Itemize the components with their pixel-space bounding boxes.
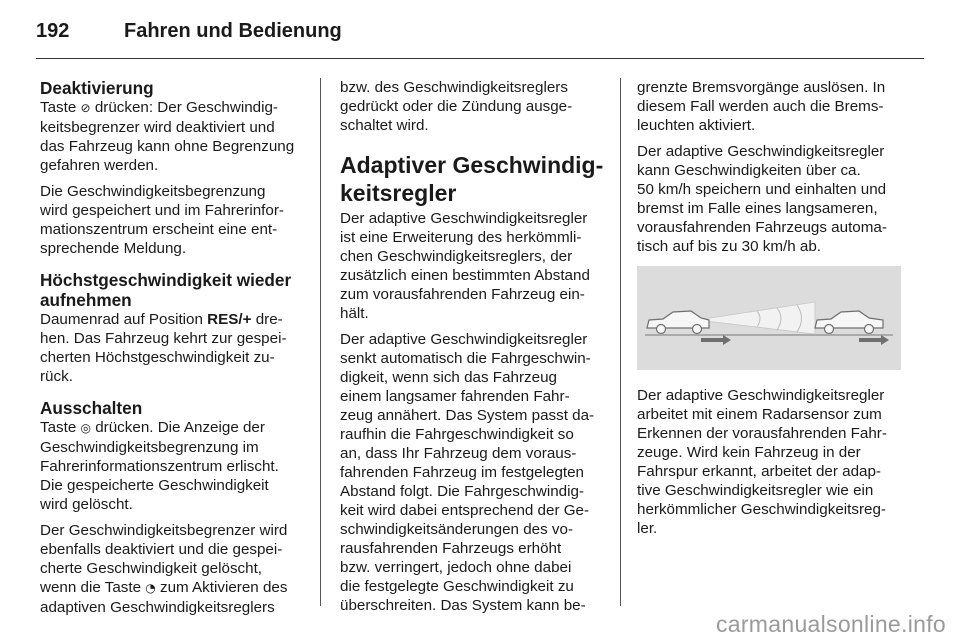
text-line: Abstand folgt. Die Fahrgeschwindig- — [340, 483, 584, 500]
text-line: wird gespeichert und im Fahrerinfor- — [40, 202, 284, 219]
text-line: cherte Geschwindigkeit gelöscht, — [40, 560, 263, 577]
text-line: hen. Das Fahrzeug kehrt zur gespei- — [40, 330, 287, 347]
vehicle-ahead — [815, 311, 883, 334]
text-line: Geschwindigkeitsbegrenzung im — [40, 439, 259, 456]
text-line: bremst im Falle eines langsameren, — [637, 200, 878, 217]
text-line: hält. — [340, 305, 369, 322]
watermark: carmanualsonline.info — [715, 611, 946, 637]
text-line: rück. — [40, 368, 73, 385]
text-line: Erkennen der vorausfahrenden Fahr- — [637, 425, 887, 442]
text-line: Der Geschwindigkeitsbegrenzer wird — [40, 522, 288, 539]
text-line: leuchten aktiviert. — [637, 117, 756, 134]
direction-arrow-icon — [701, 335, 731, 345]
text-line: Die Geschwindigkeitsbegrenzung — [40, 183, 266, 200]
text-line: cherten Höchstgeschwindigkeit zu- — [40, 349, 275, 366]
text-line: zum vorausfahrenden Fahrzeug ein- — [340, 286, 585, 303]
res-plus-label: RES/+ — [207, 311, 252, 328]
text-line: arbeitet mit einem Radarsensor zum — [637, 406, 882, 423]
text-line: sprechende Meldung. — [40, 240, 187, 257]
text-line: 50 km/h speichern und einhalten und — [637, 181, 887, 198]
text-line: grenzte Bremsvorgänge auslösen. In — [637, 79, 886, 96]
text-line: Der adaptive Geschwindigkeitsregler — [637, 143, 885, 160]
text-line: gedrückt oder die Zündung ausge- — [340, 98, 573, 115]
text-line: fahrenden Fahrzeug im festgelegten — [340, 464, 585, 481]
text-line: Der adaptive Geschwindigkeitsregler — [340, 210, 588, 227]
text-line: tive Geschwindigkeitsregler wie ein — [637, 482, 874, 499]
heading-adaptiver: Adaptiver Geschwindig- — [340, 152, 604, 178]
text-span: drücken. Die Anzeige der — [91, 419, 265, 436]
text-line: an, dass Ihr Fahrzeug dem voraus- — [340, 445, 577, 462]
text-line — [40, 418, 306, 438]
text-span: Daumenrad auf Position — [40, 311, 208, 328]
text-line: Fahrerinformationszentrum erlischt. — [40, 458, 279, 475]
text-line: Fahrspur erkannt, arbeitet der adap- — [637, 463, 881, 480]
text-line: Der adaptive Geschwindigkeitsregler — [637, 387, 885, 404]
text-line: wird gelöscht. — [40, 496, 133, 513]
heading-keitsregler: keitsregler — [340, 180, 457, 206]
heading-ausschalten: Ausschalten — [40, 398, 143, 418]
text-line: zusätzlich einen bestimmten Abstand — [340, 267, 590, 284]
radar-illustration-svg — [637, 266, 901, 370]
text-line: zeuge. Wird kein Fahrzeug in der — [637, 444, 861, 461]
column-1 — [40, 78, 306, 617]
text-line — [40, 578, 306, 598]
text-line: keit wird dabei entsprechend der Ge- — [340, 502, 590, 519]
text-line: herkömmlicher Geschwindigkeitsreg- — [637, 501, 886, 518]
text-line: ler. — [637, 520, 658, 537]
text-span: dre- — [251, 311, 283, 328]
page-number: 192 — [36, 20, 70, 42]
direction-arrow-icon — [859, 335, 889, 345]
text-span: wenn die Taste — [40, 579, 146, 596]
text-line: schaltet wird. — [340, 117, 429, 134]
page-title: Fahren und Bedienung — [124, 20, 342, 42]
radar-cone — [697, 302, 815, 334]
text-line: gefahren werden. — [40, 157, 159, 174]
text-span: Taste — [40, 419, 81, 436]
text-line — [40, 310, 306, 329]
text-line: kann Geschwindigkeiten über ca. — [637, 162, 861, 179]
column-divider-2 — [620, 78, 621, 606]
heading-hoechstgeschwindigkeit: Höchstgeschwindigkeit wieder — [40, 270, 292, 290]
text-line: diesem Fall werden auch die Brems- — [637, 98, 884, 115]
text-line — [40, 98, 306, 118]
text-line: schwindigkeitsänderungen des vo- — [340, 521, 574, 538]
text-line: überschreiten. Das System kann be- — [340, 597, 586, 614]
header-rule — [36, 58, 924, 59]
text-span: zum Aktivieren des — [155, 579, 288, 596]
text-line: vorausfahrenden Fahrzeugs automa- — [637, 219, 887, 236]
cancel-speed-icon: ⊘ — [80, 101, 91, 115]
column-3 — [637, 78, 903, 538]
text-line: tisch auf bis zu 30 km/h ab. — [637, 238, 822, 255]
text-line: digkeit, wenn sich das Fahrzeug — [340, 369, 557, 386]
text-line: zeug annähert. Das System passt da- — [340, 407, 595, 424]
text-line: bzw. verringert, jedoch ohne dabei — [340, 559, 572, 576]
text-line: senkt automatisch die Fahrgeschwin- — [340, 350, 591, 367]
text-line: chen Geschwindigkeitsreglers, der — [340, 248, 573, 265]
own-car — [647, 311, 709, 334]
text-line: einem langsamer fahrenden Fahr- — [340, 388, 570, 405]
text-line: die festgelegte Geschwindigkeit zu — [340, 578, 574, 595]
text-span: Taste — [40, 99, 81, 116]
heading-deaktivierung: Deaktivierung — [40, 78, 154, 98]
text-line: adaptiven Geschwindigkeitsreglers — [40, 599, 275, 616]
heading-aufnehmen: aufnehmen — [40, 290, 132, 310]
text-line: keitsbegrenzer wird deaktiviert und — [40, 119, 275, 136]
text-line: Die gespeicherte Geschwindigkeit — [40, 477, 269, 494]
text-line: das Fahrzeug kann ohne Begrenzung — [40, 138, 295, 155]
speedometer-onoff-icon: ◎ — [80, 421, 92, 435]
radar-illustration — [637, 266, 901, 370]
text-line: bzw. des Geschwindigkeitsreglers — [340, 79, 568, 96]
text-line: ist eine Erweiterung des herkömmli- — [340, 229, 582, 246]
column-2 — [340, 78, 602, 615]
text-line: raufhin die Fahrgeschwindigkeit so — [340, 426, 574, 443]
text-line: Der adaptive Geschwindigkeitsregler — [340, 331, 588, 348]
page-header — [36, 14, 924, 54]
text-span: drücken: Der Geschwindig- — [90, 99, 278, 116]
text-line: rausfahrenden Fahrzeugs erhöht — [340, 540, 562, 557]
column-divider-1 — [320, 78, 321, 606]
text-line: ebenfalls deaktiviert und die gespei- — [40, 541, 283, 558]
adaptive-cruise-icon: ◔ — [145, 581, 156, 595]
text-line: mationszentrum erscheint eine ent- — [40, 221, 278, 238]
